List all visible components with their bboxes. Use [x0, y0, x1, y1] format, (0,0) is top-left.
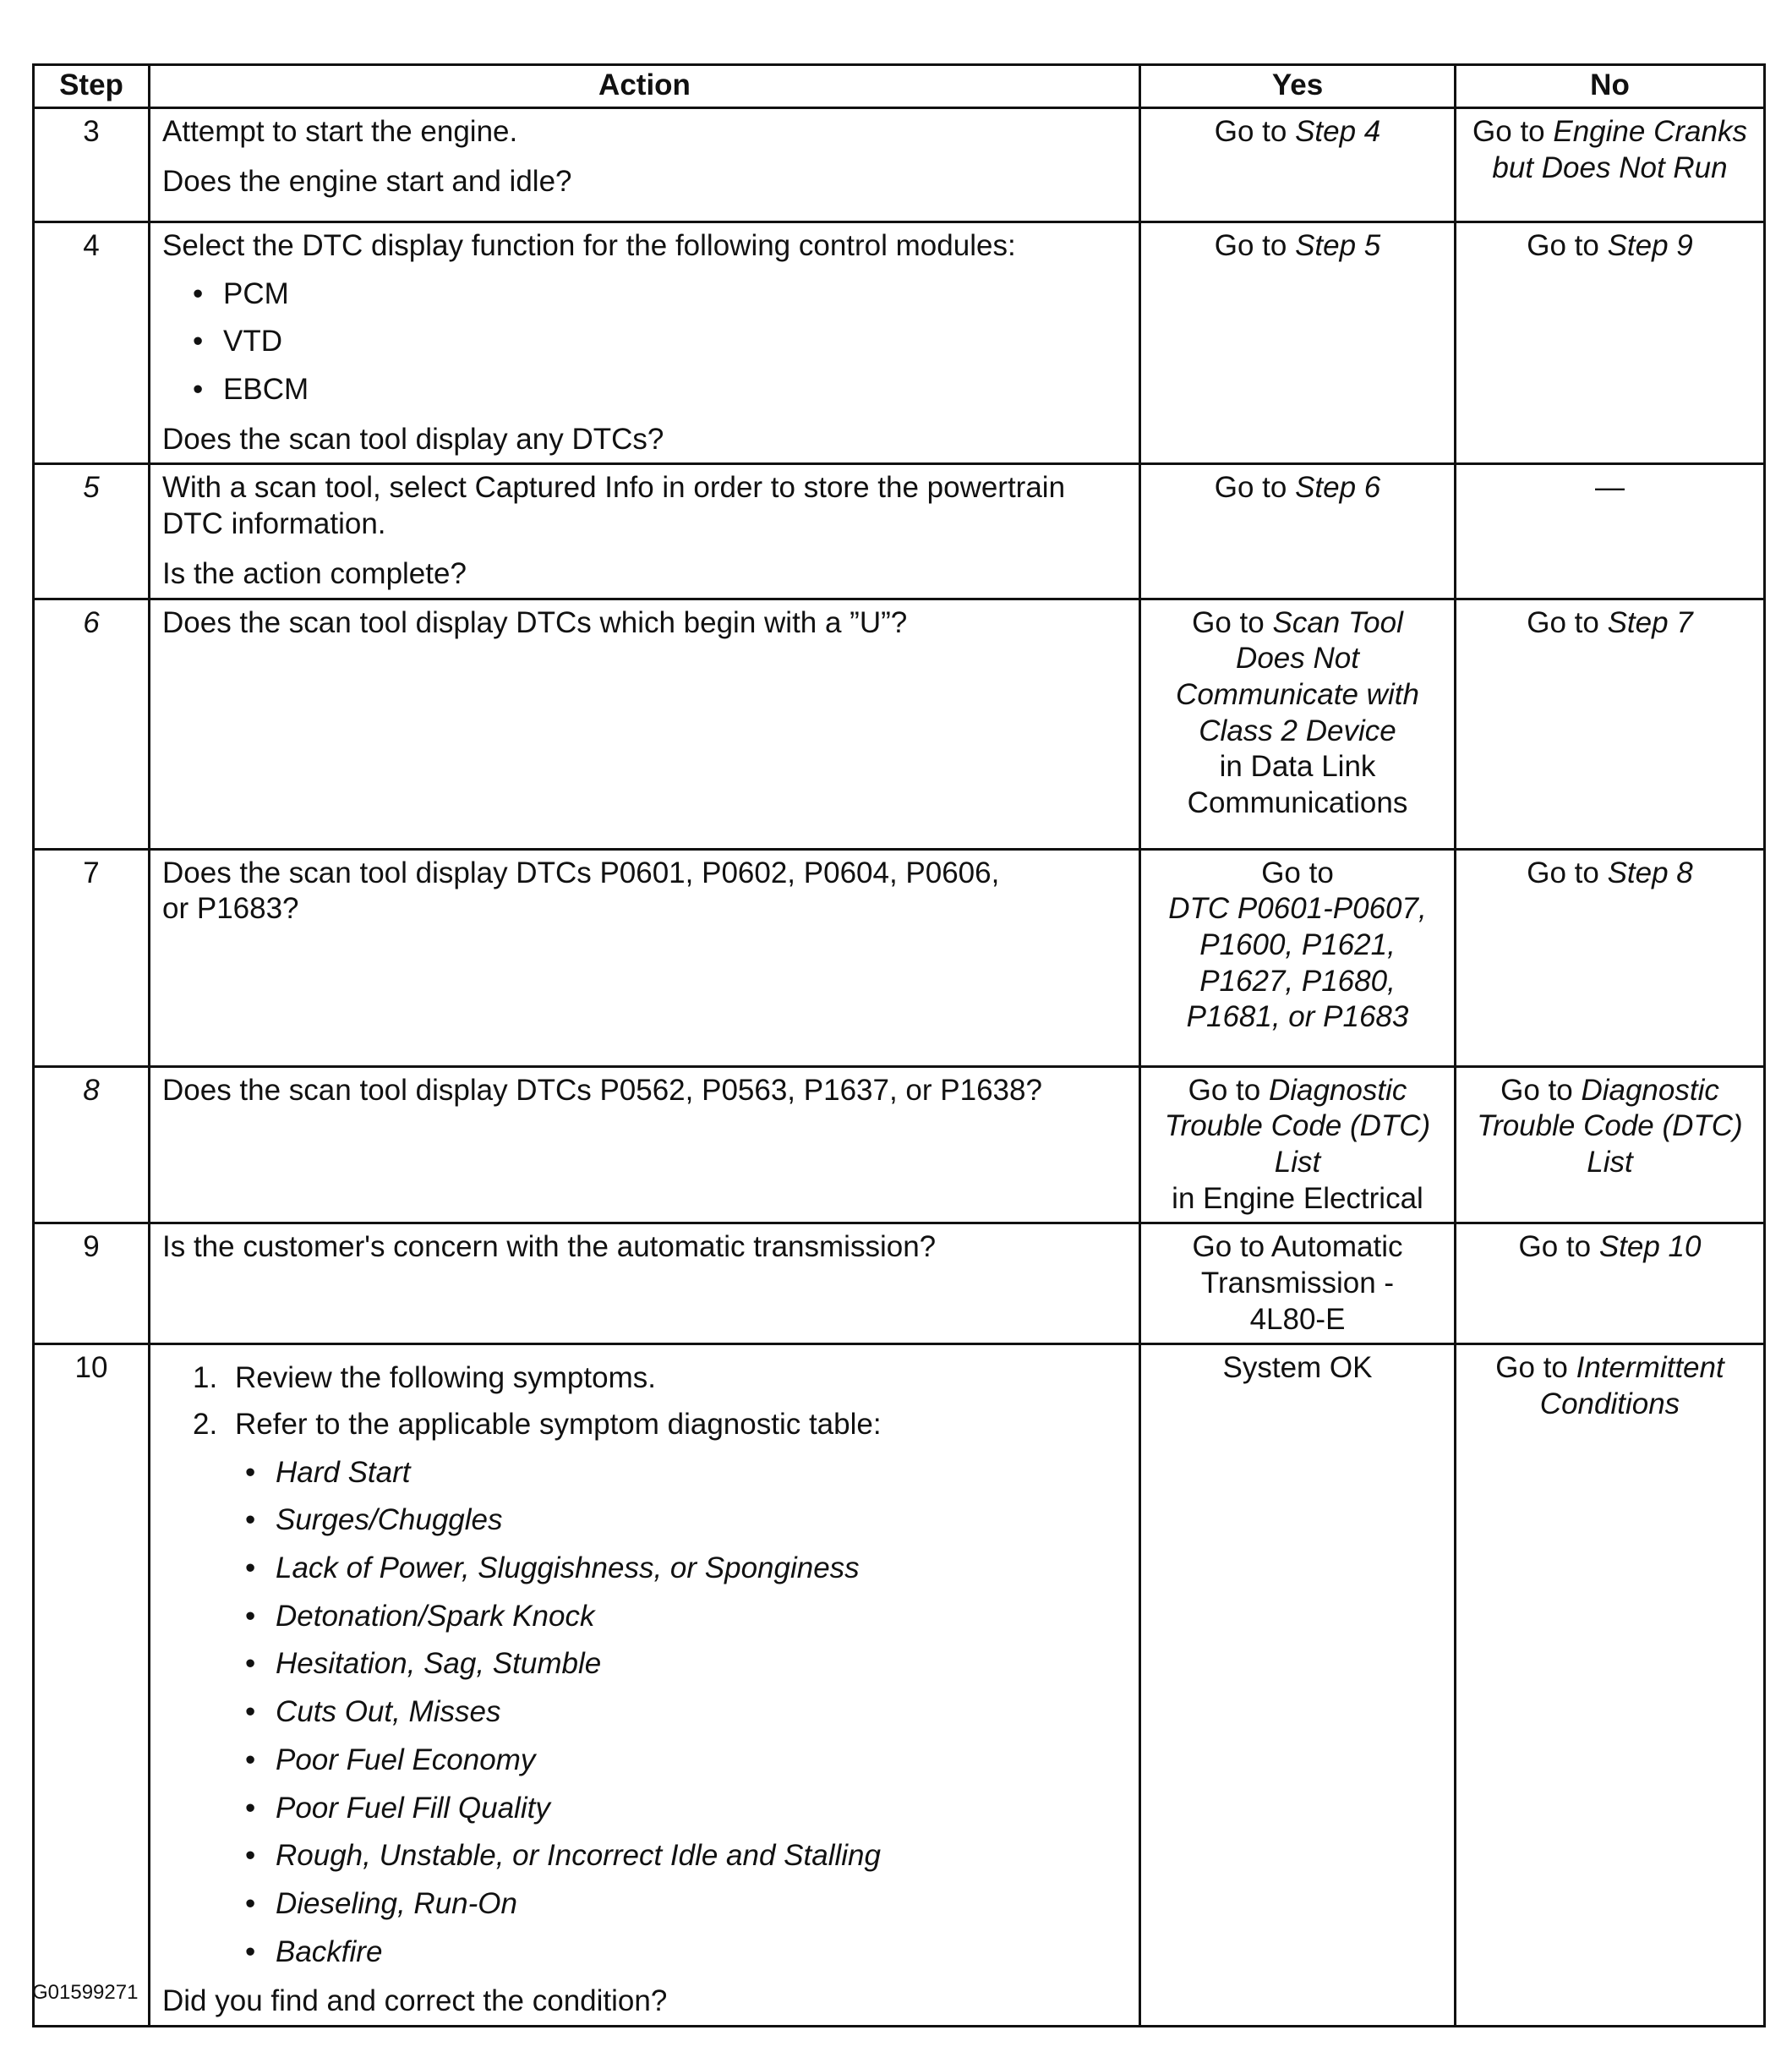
bullet-icon: •: [193, 325, 204, 358]
table-row: [34, 464, 1765, 599]
header-yes: Yes: [1140, 65, 1456, 108]
symptom-link: • Detonation/Spark Knock: [162, 1599, 1127, 1635]
step-number: 3: [34, 108, 150, 222]
yes-link[interactable]: Scan Tool: [1272, 605, 1403, 639]
table-row: [34, 849, 1765, 1066]
yes-cell: System OK: [1140, 1344, 1456, 2027]
table-row: [34, 1344, 1765, 2027]
table-row: [34, 222, 1765, 464]
step-number: 5: [34, 464, 150, 599]
action-text: Select the DTC display function for the following control modules:: [162, 229, 1016, 262]
bullet-icon: •: [245, 1551, 256, 1585]
symptom-link: • Cuts Out, Misses: [162, 1694, 1127, 1731]
bullet-item: • VTD: [162, 324, 1127, 360]
bullet-icon: •: [245, 1934, 256, 1968]
bullet-icon: •: [245, 1839, 256, 1873]
yes-suffix: Communications: [1187, 785, 1408, 819]
numbered-item: 2. Refer to the applicable symptom diagnostic table:: [193, 1408, 882, 1441]
symptom-link: • Hard Start: [162, 1455, 1127, 1491]
no-link[interactable]: Intermittent: [1576, 1351, 1724, 1385]
action-cell: [150, 1223, 1140, 1344]
header-no: No: [1456, 65, 1765, 108]
action-question: Does the scan tool display DTCs P0601, P0602, P0604, P0606,: [162, 856, 1000, 889]
action-cell: [150, 1344, 1140, 2027]
no-link[interactable]: Engine Cranks: [1553, 115, 1747, 148]
yes-link[interactable]: Step 6: [1295, 471, 1381, 505]
yes-link-cont[interactable]: Does Not: [1236, 642, 1359, 676]
table-row: [34, 599, 1765, 849]
yes-cell: Go to Scan Tool Does Not Communicate with Class 2 Device in Data Link Communications: [1140, 599, 1456, 849]
no-link-cont[interactable]: Trouble Code (DTC): [1477, 1109, 1743, 1143]
yes-cell: Go to Step 5: [1140, 222, 1456, 464]
no-link[interactable]: Step 9: [1607, 229, 1693, 262]
action-question: Did you find and correct the condition?: [162, 1984, 668, 2018]
header-row: [34, 65, 1765, 108]
bullet-item: • EBCM: [162, 372, 1127, 408]
table-row: [34, 108, 1765, 222]
yes-link-cont[interactable]: Communicate with: [1176, 677, 1419, 711]
action-cell: [150, 108, 1140, 222]
no-cell: Go to Step 9: [1456, 222, 1765, 464]
no-link[interactable]: Step 10: [1598, 1230, 1702, 1264]
yes-link[interactable]: Diagnostic: [1268, 1073, 1407, 1107]
no-link-cont[interactable]: but Does Not Run: [1492, 150, 1728, 184]
table-row: [34, 1066, 1765, 1223]
step-number: 4: [34, 222, 150, 464]
bullet-icon: •: [245, 1743, 256, 1776]
bullet-item: • PCM: [162, 276, 1127, 313]
bullet-icon: •: [245, 1886, 256, 1920]
action-text-cont: DTC information.: [162, 507, 386, 541]
no-cell: Go to Step 8: [1456, 849, 1765, 1066]
symptom-link: • Surges/Chuggles: [162, 1502, 1127, 1539]
no-link[interactable]: Diagnostic: [1581, 1073, 1719, 1107]
yes-suffix: in Data Link: [1219, 750, 1376, 784]
action-question: Does the engine start and idle?: [162, 164, 572, 198]
no-cell: Go to Step 10: [1456, 1223, 1765, 1344]
action-text: Attempt to start the engine.: [162, 115, 518, 148]
numbered-item: 1. Review the following symptoms.: [193, 1361, 656, 1395]
symptom-link: • Hesitation, Sag, Stumble: [162, 1646, 1127, 1683]
no-cell: Go to Step 7: [1456, 599, 1765, 849]
yes-link-cont[interactable]: 4L80-E: [1249, 1302, 1346, 1336]
no-link[interactable]: Step 8: [1607, 856, 1693, 889]
step-number: 6: [34, 599, 150, 849]
action-question: Is the customer's concern with the automatic transmission?: [162, 1230, 937, 1264]
no-link[interactable]: Step 7: [1607, 605, 1693, 639]
symptom-link: • Dieseling, Run-On: [162, 1886, 1127, 1923]
bullet-icon: •: [193, 373, 204, 407]
bullet-icon: •: [245, 1503, 256, 1537]
action-cell: [150, 464, 1140, 599]
no-cell: —: [1456, 464, 1765, 599]
bullet-icon: •: [245, 1599, 256, 1633]
header-action: Action: [150, 65, 1140, 108]
yes-link[interactable]: DTC P0601-P0607,: [1168, 892, 1427, 926]
no-cell: [1456, 108, 1765, 222]
step-number: 7: [34, 849, 150, 1066]
action-question: Does the scan tool display DTCs P0562, P0563, P1637, or P1638?: [162, 1073, 1042, 1107]
action-cell: [150, 849, 1140, 1066]
yes-link-cont[interactable]: Class 2 Device: [1199, 714, 1396, 747]
bullet-icon: •: [245, 1695, 256, 1729]
yes-cell: [1140, 849, 1456, 1066]
yes-cell: Go to Step 6: [1140, 464, 1456, 599]
symptom-link: • Poor Fuel Economy: [162, 1743, 1127, 1779]
table-row: [34, 1223, 1765, 1344]
bullet-icon: •: [193, 276, 204, 310]
yes-link[interactable]: Step 5: [1295, 229, 1381, 262]
bullet-icon: •: [245, 1647, 256, 1681]
step-number: 8: [34, 1066, 150, 1223]
no-link-cont[interactable]: List: [1587, 1145, 1633, 1179]
yes-link-cont[interactable]: Transmission -: [1200, 1266, 1395, 1300]
yes-cell: [1140, 108, 1456, 222]
action-question: Does the scan tool display any DTCs?: [162, 422, 664, 456]
yes-link-cont[interactable]: Trouble Code (DTC): [1164, 1109, 1431, 1143]
bullet-icon: •: [245, 1455, 256, 1489]
action-cell: [150, 222, 1140, 464]
yes-cell: Go to Diagnostic Trouble Code (DTC) List in Engine Electrical: [1140, 1066, 1456, 1223]
step-number: 9: [34, 1223, 150, 1344]
no-link-cont[interactable]: Conditions: [1539, 1387, 1680, 1420]
yes-link-cont[interactable]: P1600, P1621,: [1199, 928, 1396, 961]
yes-prefix: Go to: [1261, 856, 1334, 889]
action-question: Does the scan tool display DTCs which begin with a ”U”?: [162, 605, 908, 639]
action-cell: [150, 1066, 1140, 1223]
action-question-cont: or P1683?: [162, 892, 299, 926]
bullet-icon: •: [245, 1791, 256, 1825]
symptom-link: • Rough, Unstable, or Incorrect Idle and Stalling: [162, 1838, 1127, 1874]
yes-prefix: Go to: [1214, 115, 1296, 148]
yes-link-cont[interactable]: List: [1274, 1145, 1321, 1179]
step-number: 10: [34, 1344, 150, 2027]
no-cell: Go to Diagnostic Trouble Code (DTC) List: [1456, 1066, 1765, 1223]
action-question: Is the action complete?: [162, 556, 467, 590]
symptom-link: • Poor Fuel Fill Quality: [162, 1791, 1127, 1827]
symptom-link: • Backfire: [162, 1934, 1127, 1971]
yes-link-cont[interactable]: P1627, P1680,: [1199, 964, 1396, 998]
yes-link-cont[interactable]: P1681, or P1683: [1186, 1000, 1409, 1034]
figure-id: G01599271: [32, 1981, 139, 2004]
action-cell: [150, 599, 1140, 849]
no-cell: Go to Intermittent Conditions: [1456, 1344, 1765, 2027]
action-text: With a scan tool, select Captured Info in order to store the powertrain: [162, 471, 1066, 505]
yes-cell: [1140, 1223, 1456, 1344]
diagnostic-table: [32, 63, 1766, 2027]
yes-link[interactable]: Step 4: [1295, 115, 1381, 148]
symptom-link: • Lack of Power, Sluggishness, or Sponginess: [162, 1551, 1127, 1587]
no-prefix: Go to: [1472, 115, 1554, 148]
yes-link[interactable]: Go to Automatic: [1192, 1230, 1403, 1264]
yes-suffix: in Engine Electrical: [1172, 1181, 1423, 1215]
header-step: Step: [34, 65, 150, 108]
